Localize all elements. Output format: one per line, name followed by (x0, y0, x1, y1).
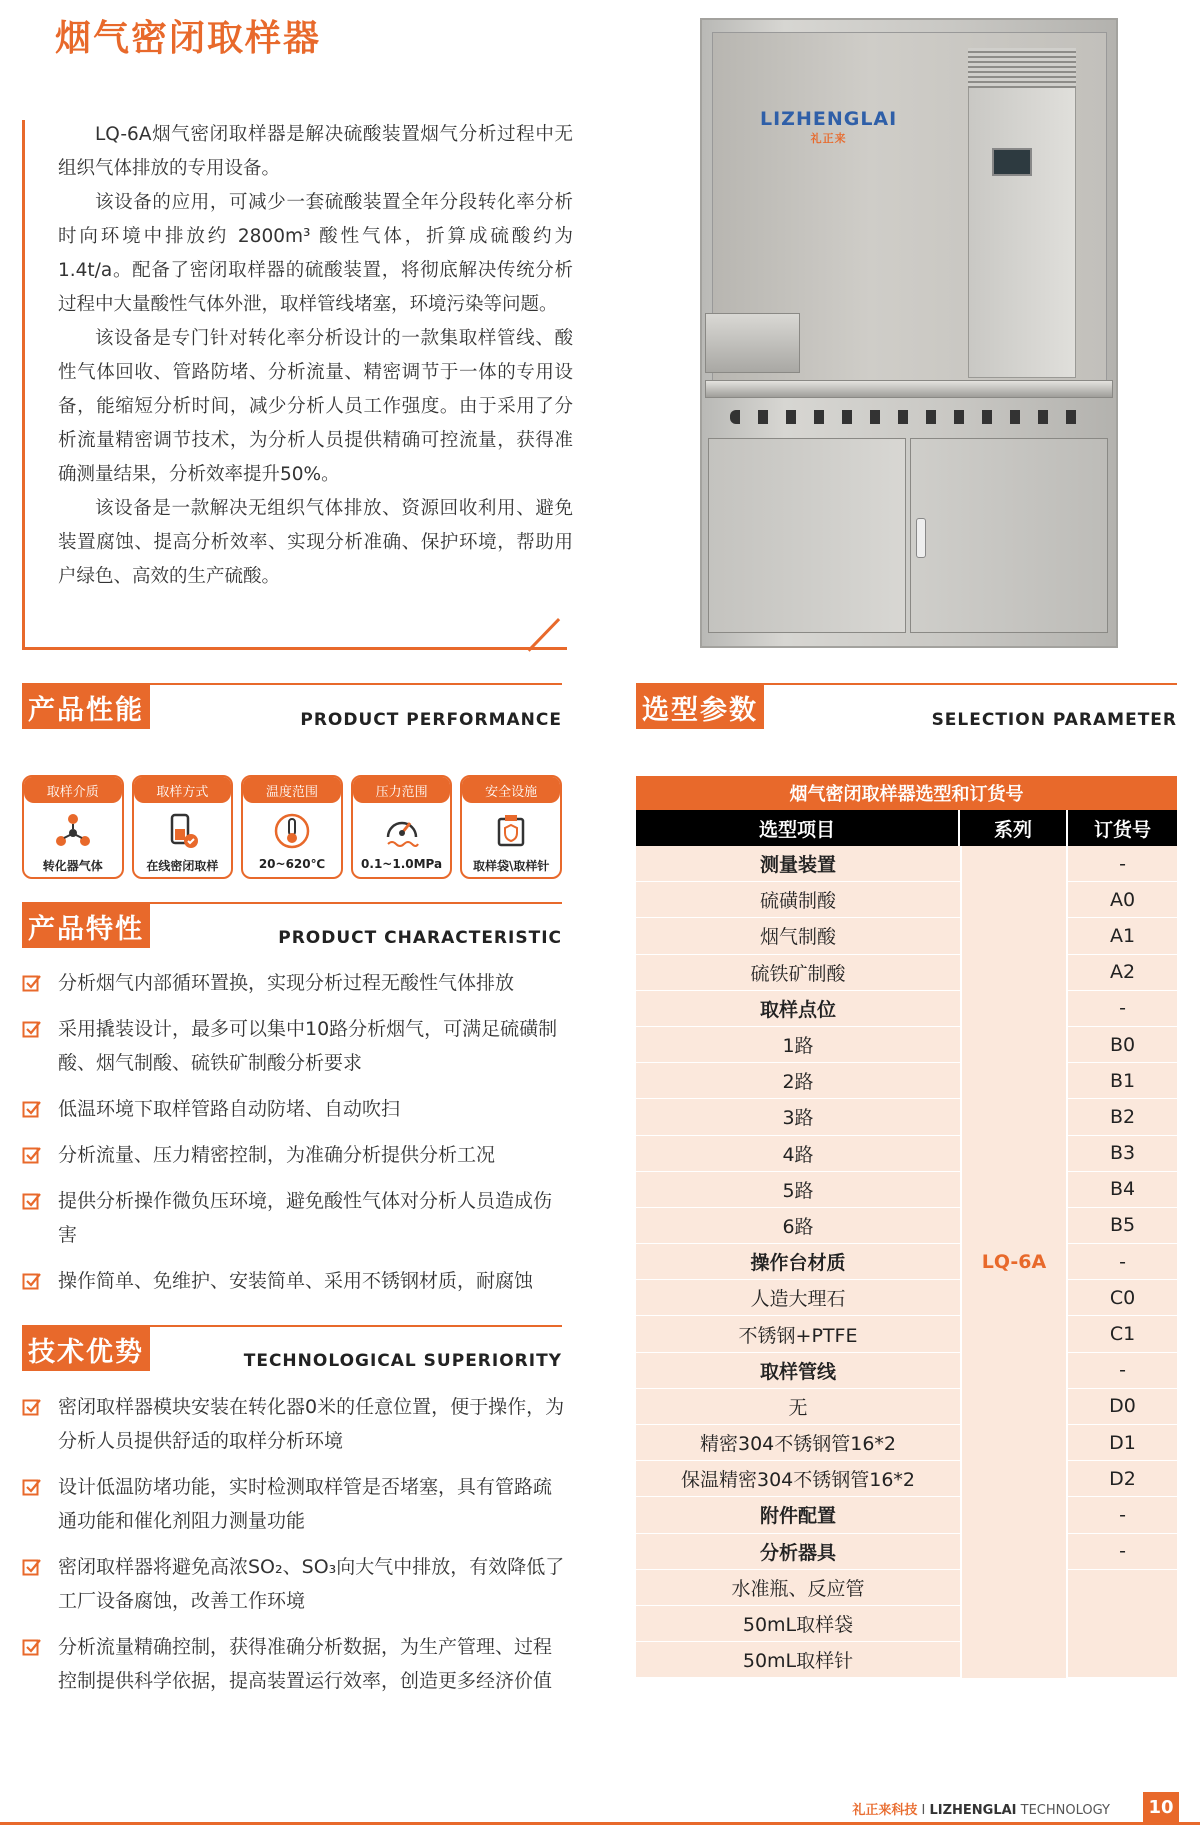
table-row (636, 1099, 1177, 1135)
performance-card-value: 20~620℃ (258, 857, 326, 871)
selection-item: 烟气制酸 (636, 918, 960, 954)
cabinet-door-left (708, 438, 906, 633)
checkbox-icon (22, 1184, 58, 1218)
list-item (22, 966, 567, 1000)
table-row (636, 1244, 1177, 1280)
order-code: B0 (1068, 1027, 1177, 1063)
checkbox-icon (22, 1092, 58, 1126)
selection-item: 2路 (636, 1063, 960, 1099)
table-row (636, 1570, 1177, 1606)
selection-item: 操作台材质 (636, 1244, 960, 1280)
checkbox-icon (22, 1630, 58, 1664)
superiority-title: 技术优势 (22, 1327, 150, 1371)
selection-table (636, 776, 1177, 1678)
list-item-text: 密闭取样器将避免高浓SO₂、SO₃向大气中排放，有效降低了工厂设备腐蚀，改善工作环境 (58, 1556, 565, 1612)
performance-card-value: 在线密闭取样 (146, 859, 219, 873)
table-row (636, 1425, 1177, 1461)
table-row (636, 882, 1177, 918)
order-code: B5 (1068, 1208, 1177, 1244)
table-row (636, 846, 1177, 882)
door-handle (916, 518, 926, 558)
table-row (636, 1389, 1177, 1425)
selection-item: 测量装置 (636, 846, 960, 882)
characteristics-title-en: PRODUCT CHARACTERISTIC (278, 928, 562, 948)
list-item-text: 低温环境下取样管路自动防堵、自动吹扫 (58, 1098, 401, 1120)
performance-card-value: 0.1~1.0MPa (361, 857, 443, 871)
cabinet-logo (760, 108, 897, 146)
order-code: B3 (1068, 1136, 1177, 1172)
performance-card (351, 775, 453, 879)
performance-card-label: 温度范围 (243, 777, 341, 803)
selection-item: 水准瓶、反应管 (636, 1570, 960, 1606)
list-item (22, 1630, 567, 1698)
performance-card-label: 取样方式 (134, 777, 232, 803)
list-item (22, 1390, 567, 1458)
performance-card (22, 775, 124, 879)
selection-item: 50mL取样针 (636, 1642, 960, 1678)
table-row (636, 1136, 1177, 1172)
sample-tube-icon (162, 811, 202, 851)
table-row (636, 955, 1177, 991)
selection-item: 附件配置 (636, 1497, 960, 1533)
selection-item: 无 (636, 1389, 960, 1425)
performance-card-label: 取样介质 (24, 777, 122, 803)
footer-company-en2: TECHNOLOGY (1020, 1803, 1110, 1818)
selection-item: 硫磺制酸 (636, 882, 960, 918)
order-code: B4 (1068, 1172, 1177, 1208)
intro-frame-bottom (22, 647, 567, 650)
intro-paragraph: 该设备的应用，可减少一套硫酸装置全年分段转化率分析时向环境中排放约 2800m³ 酸性气体，折算成硫酸约为1.4t/a。配备了密闭取样器的硫酸装置，将彻底解决传统分析过程中大量酸性气体外泄，取样管线堵塞，环境污染等问题。 (58, 192, 573, 315)
order-code: D1 (1068, 1425, 1177, 1461)
order-code: B1 (1068, 1063, 1177, 1099)
performance-title: 产品性能 (22, 685, 150, 729)
checkbox-icon (22, 1390, 58, 1424)
product-photo (700, 18, 1118, 650)
page-title: 烟气密闭取样器 (55, 18, 322, 59)
selection-item: 分析器具 (636, 1534, 960, 1570)
column-header: 系列 (960, 810, 1068, 846)
checkbox-icon (22, 1138, 58, 1172)
order-code: B2 (1068, 1099, 1177, 1135)
characteristics-list (22, 966, 567, 1298)
cabinet-logo-cn: 礼正来 (810, 132, 847, 145)
order-code: C1 (1068, 1316, 1177, 1352)
order-code: A0 (1068, 882, 1177, 918)
selection-item: 保温精密304不锈钢管16*2 (636, 1461, 960, 1497)
order-code-blank (1068, 1570, 1177, 1679)
gauge-icon (382, 811, 422, 851)
selection-item: 人造大理石 (636, 1280, 960, 1316)
work-shelf (705, 380, 1113, 398)
selection-item: 5路 (636, 1172, 960, 1208)
table-row (636, 918, 1177, 954)
intro-frame-left (22, 120, 25, 650)
checkbox-icon (22, 966, 58, 1000)
order-code: - (1068, 991, 1177, 1027)
performance-title-en: PRODUCT PERFORMANCE (300, 710, 562, 730)
performance-card-label: 安全设施 (462, 777, 560, 803)
order-code: C0 (1068, 1280, 1177, 1316)
list-item (22, 1012, 567, 1080)
list-item-text: 提供分析操作微负压环境，避免酸性气体对分析人员造成伤害 (58, 1190, 553, 1246)
selection-title-en: SELECTION PARAMETER (931, 710, 1177, 730)
order-code: A2 (1068, 955, 1177, 991)
intro-text (58, 118, 573, 594)
page-number: 10 (1143, 1792, 1179, 1822)
thermometer-icon (272, 811, 312, 851)
checkbox-icon (22, 1470, 58, 1504)
list-item-text: 操作简单、免维护、安装简单、采用不锈钢材质，耐腐蚀 (58, 1270, 534, 1292)
footer-separator: I (921, 1803, 926, 1818)
selection-item: 50mL取样袋 (636, 1606, 960, 1642)
selection-item: 1路 (636, 1027, 960, 1063)
selection-item: 6路 (636, 1208, 960, 1244)
footer-brand (852, 1799, 1110, 1818)
list-item (22, 1550, 567, 1618)
column-header: 订货号 (1068, 810, 1177, 846)
performance-card (460, 775, 562, 879)
control-panel (968, 48, 1076, 378)
checkbox-icon (22, 1012, 58, 1046)
valve-row (730, 410, 1090, 424)
intro-paragraph: LQ-6A烟气密闭取样器是解决硫酸装置烟气分析过程中无组织气体排放的专用设备。 (58, 124, 573, 179)
list-item-text: 设计低温防堵功能，实时检测取样管是否堵塞，具有管路疏通功能和催化剂阻力测量功能 (58, 1476, 553, 1532)
footer-company-cn: 礼正来科技 (852, 1803, 918, 1818)
order-code: D2 (1068, 1461, 1177, 1497)
selection-item: 4路 (636, 1136, 960, 1172)
molecule-icon (53, 811, 93, 851)
display-screen (992, 148, 1032, 176)
footer-company-en: LIZHENGLAI (929, 1803, 1017, 1818)
checkbox-icon (22, 1550, 58, 1584)
characteristics-title: 产品特性 (22, 904, 150, 948)
list-item (22, 1184, 567, 1252)
list-item-text: 分析烟气内部循环置换，实现分析过程无酸性气体排放 (58, 972, 515, 994)
order-code: - (1068, 1534, 1177, 1570)
safety-bag-icon (491, 811, 531, 851)
table-row (636, 1063, 1177, 1099)
cabinet-drawer (705, 313, 800, 373)
list-item (22, 1138, 567, 1172)
selection-table-wrapper (636, 776, 1177, 1678)
cabinet-logo-en: LIZHENGLAI (760, 108, 898, 130)
table-row (636, 1027, 1177, 1063)
selection-item: 硫铁矿制酸 (636, 955, 960, 991)
intro-paragraph: 该设备是一款解决无组织气体排放、资源回收利用、避免装置腐蚀、提高分析效率、实现分析准确、保护环境，帮助用户绿色、高效的生产硫酸。 (58, 498, 573, 587)
table-caption: 烟气密闭取样器选型和订货号 (636, 776, 1177, 810)
selection-item: 不锈钢+PTFE (636, 1316, 960, 1352)
selection-item: 取样点位 (636, 991, 960, 1027)
series-cell: LQ-6A (960, 846, 1068, 1678)
performance-card-value: 取样袋\取样针 (472, 859, 550, 873)
order-code: - (1068, 1244, 1177, 1280)
superiority-title-en: TECHNOLOGICAL SUPERIORITY (243, 1351, 562, 1371)
list-item (22, 1264, 567, 1298)
list-item-text: 分析流量精确控制，获得准确分析数据，为生产管理、过程控制提供科学依据，提高装置运行效率，创造更多经济价值 (58, 1636, 553, 1692)
table-row (636, 1461, 1177, 1497)
table-row (636, 1208, 1177, 1244)
table-row (636, 1353, 1177, 1389)
selection-item: 取样管线 (636, 1353, 960, 1389)
vent-grille (968, 48, 1076, 88)
table-row (636, 1316, 1177, 1352)
performance-card (241, 775, 343, 879)
list-item-text: 采用撬装设计，最多可以集中10路分析烟气，可满足硫磺制酸、烟气制酸、硫铁矿制酸分析要求 (58, 1018, 558, 1074)
table-row (636, 1534, 1177, 1570)
selection-title: 选型参数 (636, 685, 764, 729)
selection-item: 3路 (636, 1099, 960, 1135)
performance-cards (22, 775, 562, 879)
order-code: A1 (1068, 918, 1177, 954)
order-code: - (1068, 1353, 1177, 1389)
column-header: 选型项目 (636, 810, 960, 846)
table-row (636, 1172, 1177, 1208)
list-item-text: 分析流量、压力精密控制，为准确分析提供分析工况 (58, 1144, 496, 1166)
cabinet-door-right (910, 438, 1108, 633)
order-code: - (1068, 1497, 1177, 1533)
performance-card-value: 转化器气体 (42, 859, 103, 873)
superiority-list (22, 1390, 567, 1698)
table-caption-row (636, 776, 1177, 810)
performance-card (132, 775, 234, 879)
checkbox-icon (22, 1264, 58, 1298)
list-item (22, 1092, 567, 1126)
order-code: D0 (1068, 1389, 1177, 1425)
order-code: - (1068, 846, 1177, 882)
intro-paragraph: 该设备是专门针对转化率分析设计的一款集取样管线、酸性气体回收、管路防堵、分析流量、精密调节于一体的专用设备，能缩短分析时间，减少分析人员工作强度。由于采用了分析流量精密调节技术，为分析人员提供精确可控流量，获得准确测量结果，分析效率提升50%。 (58, 328, 573, 485)
footer-line (0, 1822, 1200, 1825)
table-row (636, 1280, 1177, 1316)
list-item (22, 1470, 567, 1538)
selection-item: 精密304不锈钢管16*2 (636, 1425, 960, 1461)
table-header-row (636, 810, 1177, 846)
list-item-text: 密闭取样器模块安装在转化器0米的任意位置，便于操作，为分析人员提供舒适的取样分析环境 (58, 1396, 565, 1452)
table-row (636, 991, 1177, 1027)
performance-card-label: 压力范围 (353, 777, 451, 803)
table-row (636, 1497, 1177, 1533)
